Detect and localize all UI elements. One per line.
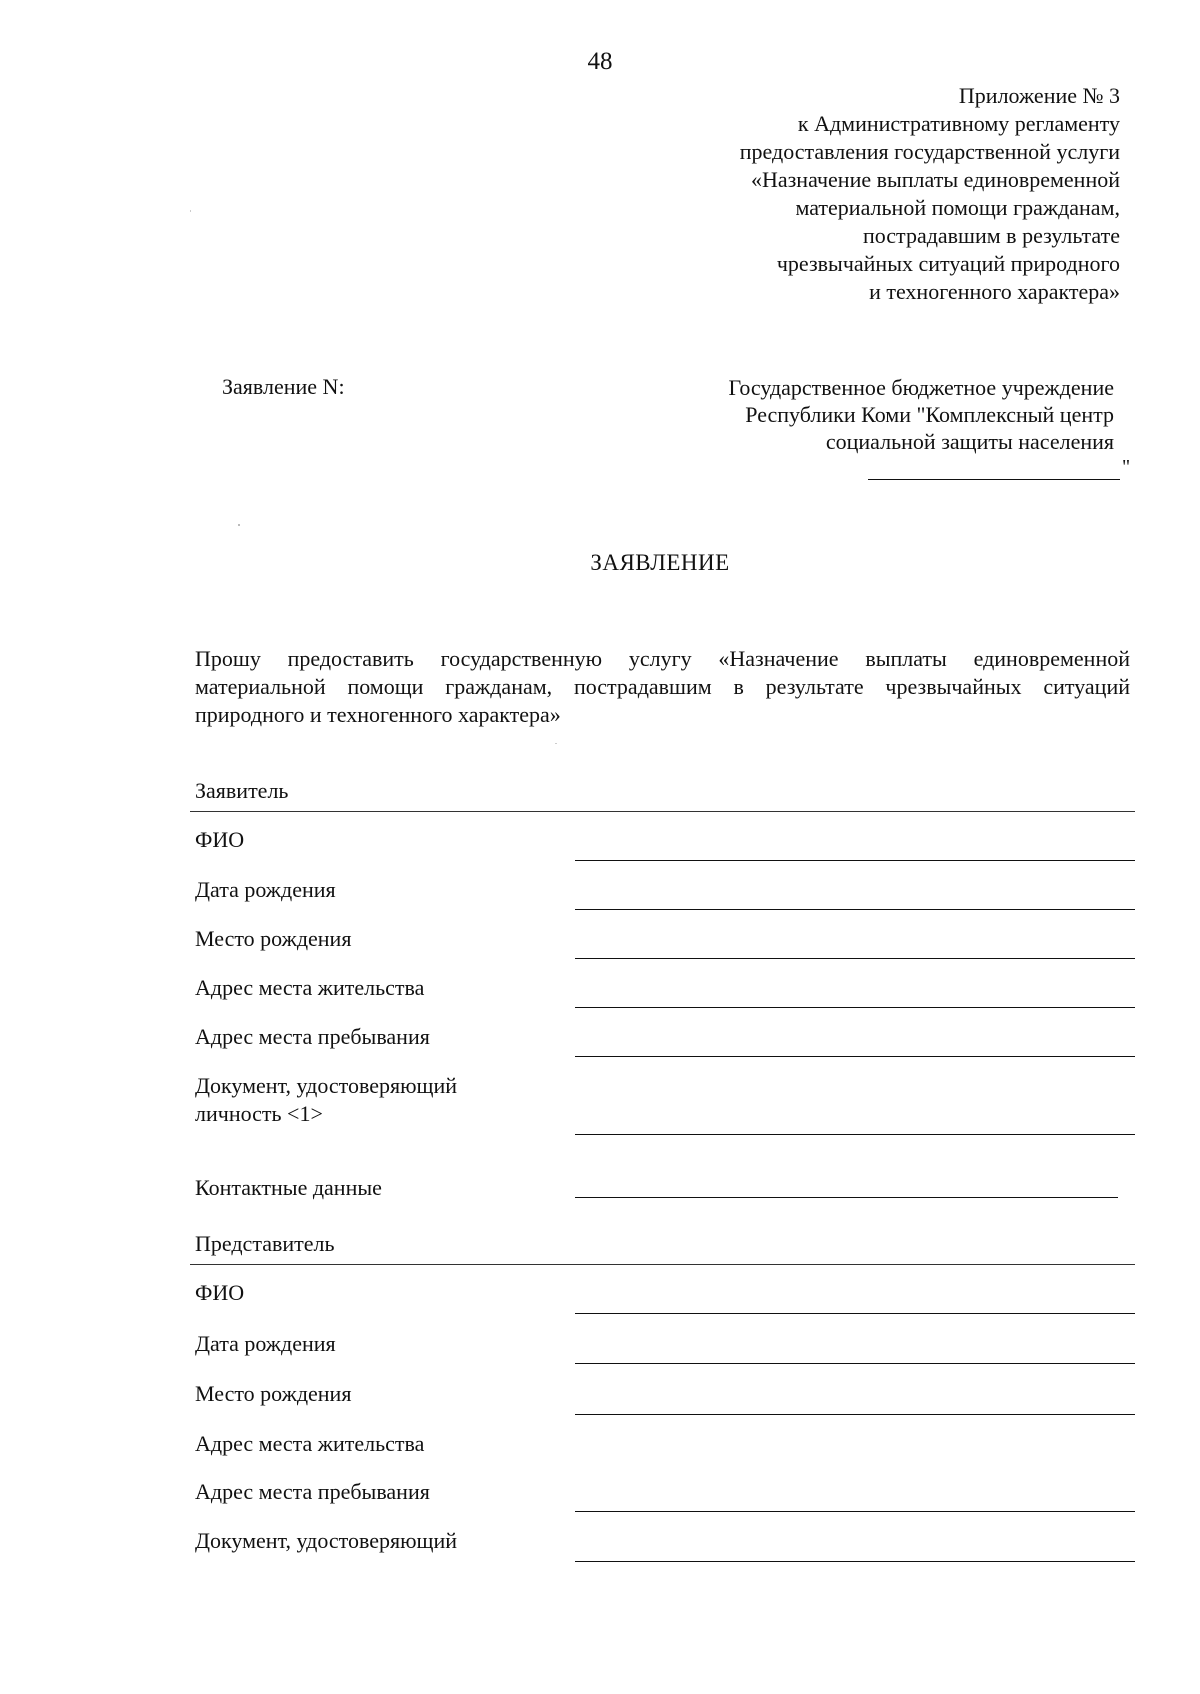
document-title: ЗАЯВЛЕНИЕ (590, 550, 730, 575)
appendix-line: чрезвычайных ситуаций природного (776, 251, 1120, 276)
applicant-birthplace-label: Место рождения (195, 926, 352, 951)
applicant-id-document-label: Документ, удостоверяющий личность <1> (195, 1073, 458, 1126)
representative-id-document-line[interactable] (575, 1561, 1135, 1562)
representative-birthdate-label: Дата рождения (195, 1331, 336, 1356)
applicant-fio-label: ФИО (195, 827, 245, 852)
applicant-fio-line[interactable] (575, 860, 1135, 861)
representative-id-document-label: Документ, удостоверяющий (195, 1528, 458, 1553)
recipient-line: Государственное бюджетное учреждение (728, 375, 1114, 400)
applicant-section-rule (190, 811, 1135, 812)
representative-birthplace-label: Место рождения (195, 1381, 352, 1406)
scan-speck (238, 524, 240, 526)
applicant-contacts-line[interactable] (575, 1197, 1118, 1198)
scan-speck (555, 743, 557, 744)
representative-section-title: Представитель (195, 1231, 335, 1256)
representative-residence-label: Адрес места жительства (195, 1431, 425, 1456)
representative-stay-label: Адрес места пребывания (195, 1479, 430, 1504)
applicant-birthplace-line[interactable] (575, 958, 1135, 959)
representative-birthplace-line[interactable] (575, 1414, 1135, 1415)
representative-fio-line[interactable] (575, 1313, 1135, 1314)
appendix-header (620, 82, 1120, 306)
appendix-line: пострадавшим в результате (862, 223, 1120, 248)
recipient-block (634, 374, 1114, 455)
representative-fio-label: ФИО (195, 1280, 245, 1305)
appendix-line: «Назначение выплаты единовременной (750, 167, 1120, 192)
representative-birthdate-line[interactable] (575, 1363, 1135, 1364)
applicant-birthdate-line[interactable] (575, 909, 1135, 910)
request-text: Прошу предоставить государственную услугу «Назначение выплаты единовременной материальной помощи гражданам, пострадавшим в результате чрезвычайных ситуаций природного и техногенного характера» (195, 646, 1130, 727)
applicant-birthdate-label: Дата рождения (195, 877, 336, 902)
representative-stay-line[interactable] (575, 1511, 1135, 1512)
appendix-line: материальной помощи гражданам, (795, 195, 1120, 220)
appendix-line: к Административному регламенту (797, 111, 1120, 136)
representative-section-rule (190, 1264, 1135, 1265)
recipient-blank-line (868, 479, 1120, 480)
appendix-line: предоставления государственной услуги (739, 139, 1120, 164)
applicant-id-document-line[interactable] (575, 1134, 1135, 1135)
appendix-line: Приложение № 3 (958, 83, 1120, 108)
recipient-line: Республики Коми "Комплексный центр (745, 402, 1114, 427)
application-number-label: Заявление N: (222, 374, 345, 399)
applicant-residence-label: Адрес места жительства (195, 975, 425, 1000)
recipient-closing-quote: " (1122, 456, 1131, 478)
scan-speck (190, 210, 191, 212)
applicant-section-title: Заявитель (195, 778, 289, 803)
applicant-residence-line[interactable] (575, 1007, 1135, 1008)
appendix-line: и техногенного характера» (869, 279, 1120, 304)
recipient-line: социальной защиты населения (825, 429, 1114, 454)
applicant-stay-label: Адрес места пребывания (195, 1024, 430, 1049)
applicant-contacts-label: Контактные данные (195, 1175, 382, 1200)
applicant-stay-line[interactable] (575, 1056, 1135, 1057)
page-number: 48 (587, 48, 613, 75)
